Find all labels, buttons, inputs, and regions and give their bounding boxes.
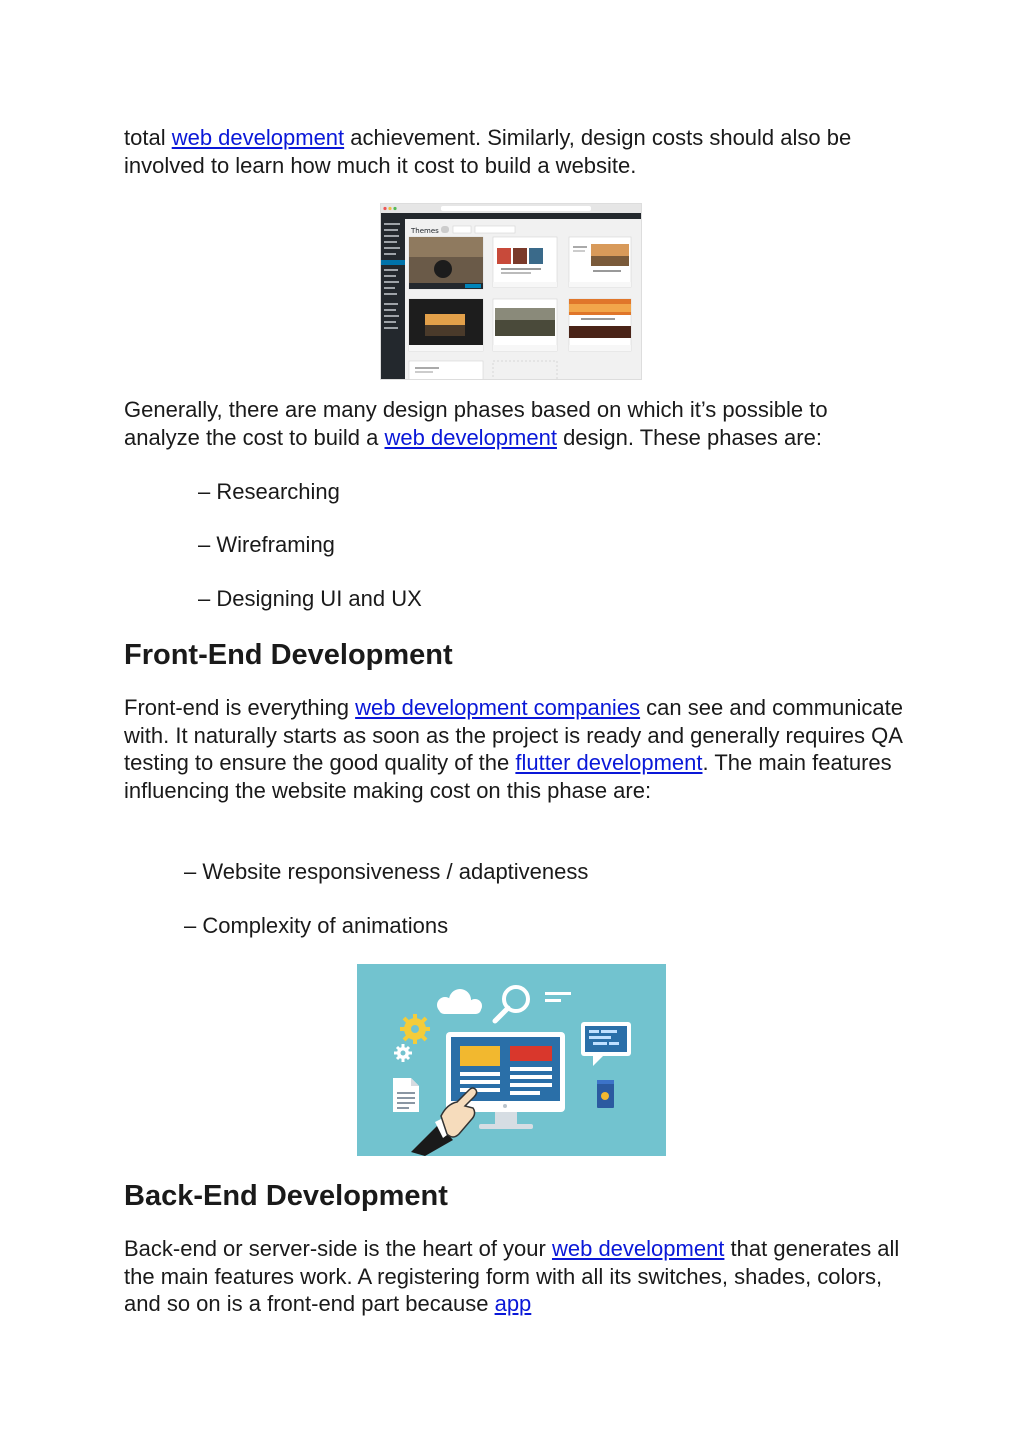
frontend-text-before: Front-end is everything [124,695,356,720]
web-development-design-link[interactable]: web development [384,424,557,450]
phases-text-after: design. These phases are: [556,424,822,450]
web-development-illustration [357,964,666,1156]
web-development-illustration-svg [357,964,666,1156]
phases-text-before: Generally, there are many design phases based on which it’s possible to analyze the cost to build a [124,397,828,450]
frontend-text-middle: can see and communicate with. It naturally starts as soon as the project is ready and generally requires QA testing to ensure the good quality of the [124,695,903,776]
backend-heading: Back-End Development [124,1180,448,1212]
web-development-link[interactable]: web development [171,125,345,150]
themes-screenshot-illustration [381,204,642,380]
app-link[interactable]: app [494,1291,532,1317]
frontend-heading: Front-End Development [124,639,453,671]
feature-item-animations: – Complexity of animations [184,913,449,938]
gear-icon [400,1014,430,1044]
document-icon [393,1078,419,1112]
backend-text-middle: that generates all the main features work. A registering form with all its switches, shades, colors, and so on is a front-end part because [124,1236,900,1317]
phase-item-designing: – Designing UI and UX [198,586,422,611]
themes-screenshot-image [380,203,642,380]
frontend-paragraph [124,694,904,804]
intro-text-before: total [124,125,172,150]
intro-text-after: achievement. Similarly, design costs should also be involved to learn how much it cost to build a website. [124,125,852,178]
phases-paragraph [124,396,904,451]
flutter-development-link[interactable]: flutter development [515,750,703,776]
phase-item-researching: – Researching [198,479,340,504]
web-development-companies-link[interactable]: web development companies [355,695,641,720]
backend-web-development-link[interactable]: web development [551,1236,725,1261]
backend-text-before: Back-end or server-side is the heart of your [124,1236,552,1261]
book-icon [597,1080,614,1108]
feature-item-responsiveness: – Website responsiveness / adaptiveness [184,859,589,884]
themes-title-text: Themes [411,227,439,235]
backend-paragraph [124,1235,904,1318]
phase-item-wireframing: – Wireframing [198,532,335,557]
intro-paragraph [124,124,904,179]
frontend-text-after: . The main features influencing the website making cost on this phase are: [124,750,892,803]
